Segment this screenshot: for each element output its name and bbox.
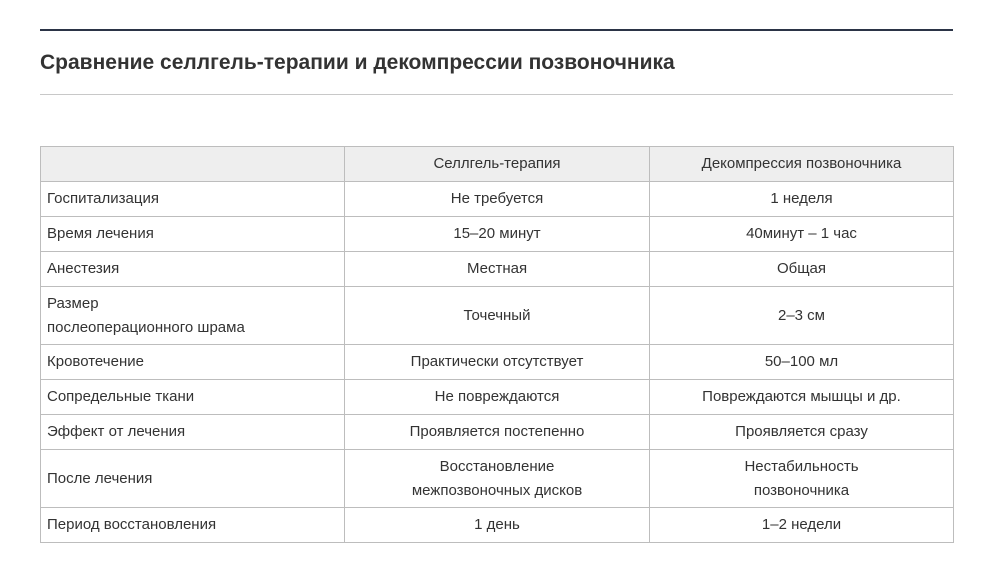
decompression-cell: 50–100 мл [650, 345, 954, 380]
cellgel-cell [345, 450, 650, 508]
table-row [41, 508, 954, 543]
decompression-cell: 1–2 недели [650, 508, 954, 543]
header-cellgel: Селлгель-терапия [345, 147, 650, 182]
cell-line: Восстановление [439, 457, 555, 475]
header-corner-cell [41, 147, 345, 182]
decompression-cell: 40минут – 1 час [650, 217, 954, 252]
decompression-cell: Общая [650, 252, 954, 287]
row-label: Госпитализация [41, 182, 345, 217]
table-row [41, 287, 954, 345]
table-row [41, 217, 954, 252]
cellgel-cell: Не повреждаются [345, 380, 650, 415]
cellgel-cell: Местная [345, 252, 650, 287]
cellgel-cell: 1 день [345, 508, 650, 543]
row-label: Сопредельные ткани [41, 380, 345, 415]
table-row [41, 415, 954, 450]
row-label: Анестезия [41, 252, 345, 287]
header-decompression: Декомпрессия позвоночника [650, 147, 954, 182]
decompression-cell [650, 450, 954, 508]
row-label-line: послеоперационного шрама [47, 318, 245, 336]
cell-line: межпозвоночных дисков [411, 481, 583, 499]
cellgel-cell: Точечный [345, 287, 650, 345]
cell-line: Нестабильность [744, 457, 859, 475]
row-label: После лечения [41, 450, 345, 508]
decompression-cell: 1 неделя [650, 182, 954, 217]
row-label: Период восстановления [41, 508, 345, 543]
row-label: Эффект от лечения [41, 415, 345, 450]
cellgel-cell: Не требуется [345, 182, 650, 217]
table-row [41, 252, 954, 287]
page-title: Сравнение селлгель-терапии и декомпрессии позвоночника [40, 51, 675, 74]
comparison-table [40, 146, 954, 543]
cellgel-cell: Практически отсутствует [345, 345, 650, 380]
table-header-row [41, 147, 954, 182]
row-label: Время лечения [41, 217, 345, 252]
row-label: Кровотечение [41, 345, 345, 380]
decompression-cell: Проявляется сразу [650, 415, 954, 450]
cellgel-cell: 15–20 минут [345, 217, 650, 252]
table-row [41, 450, 954, 508]
row-label [41, 287, 345, 345]
table-row [41, 182, 954, 217]
row-label-line: Размер [47, 294, 99, 312]
cellgel-cell: Проявляется постепенно [345, 415, 650, 450]
decompression-cell: Повреждаются мышцы и др. [650, 380, 954, 415]
table-row [41, 345, 954, 380]
title-divider [40, 94, 953, 95]
top-divider [40, 29, 953, 31]
table-row [41, 380, 954, 415]
decompression-cell: 2–3 см [650, 287, 954, 345]
cell-line: позвоночника [753, 481, 850, 499]
